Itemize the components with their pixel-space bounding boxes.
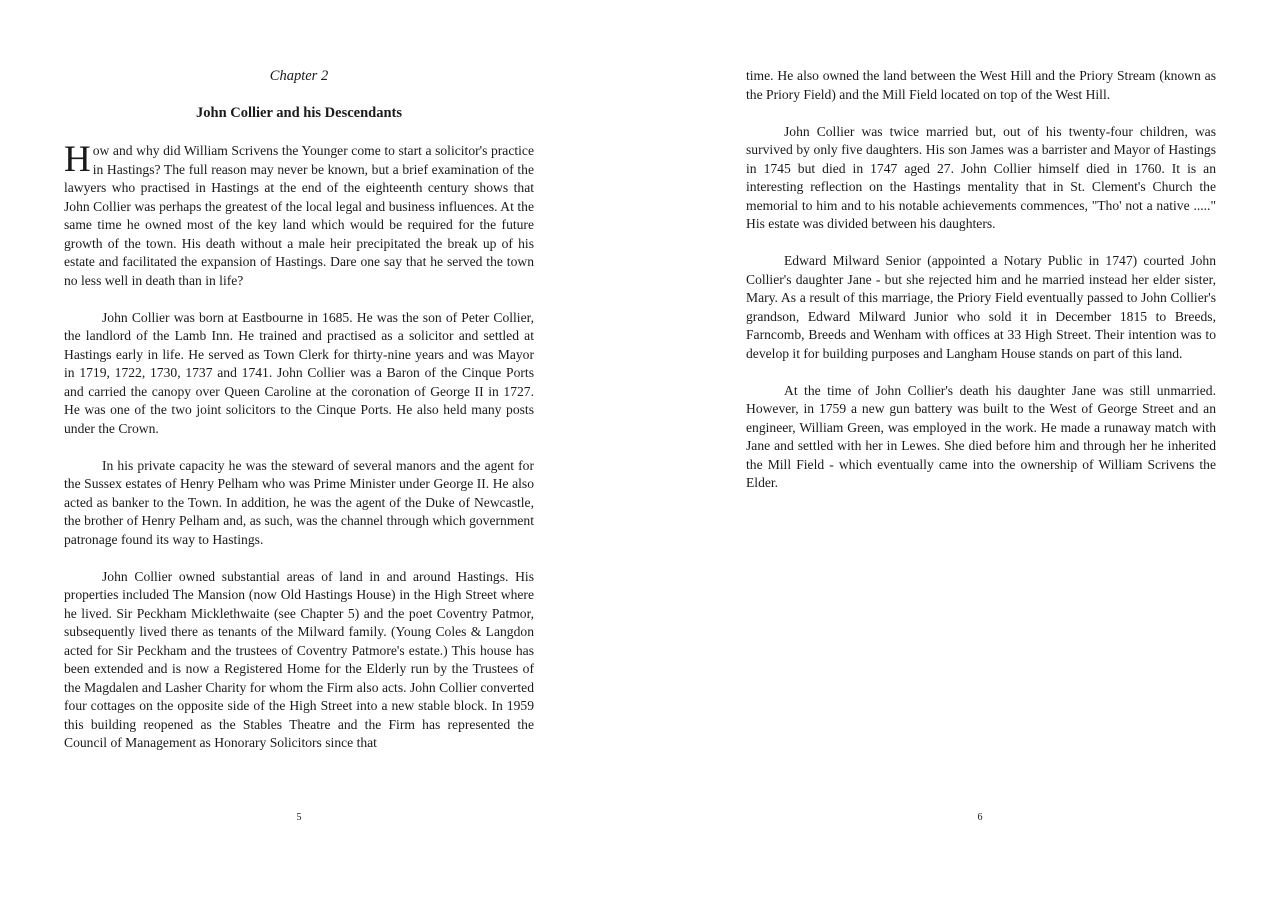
paragraph-text: ow and why did William Scrivens the Younger come to start a solicitor's practice in Hastings? The full reason may never be known, but a brief examination of the lawyers who practised in Hastings at the end of the eighteenth century shows that John Collier was perhaps the greatest of the local legal and business influences. At the same time he owned most of the key land which would be required for the future growth of the town. His death without a male heir precipitated the break up of his estate and facilitated the expansion of Hastings. Dare one say that he served the town no less well in death than in life? xyxy=(64,143,534,288)
page-number: 6 xyxy=(977,812,983,823)
paragraph: John Collier was twice married but, out of his twenty-four children, was survived by only five daughters. His son James was a barrister and Mayor of Hastings in 1745 but died in 1747 aged 27. John Collier himself died in 1760. It is an interesting reflection on the Hastings mentality that in St. Clement's Church the memorial to him and to his notable achievements commences, "Tho' not a native ....." His estate was divided between his daughters. xyxy=(746,123,1216,231)
chapter-label: Chapter 2 xyxy=(269,68,329,84)
drop-cap: H xyxy=(64,139,91,180)
paragraph: time. He also owned the land between the West Hill and the Priory Stream (known as the Priory Field) and the Mill Field located on top of the West Hill. xyxy=(746,68,1216,102)
paragraph: John Collier was born at Eastbourne in 1685. He was the son of Peter Collier, the landlord of the Lamb Inn. He trained and practised as a solicitor and settled at Hastings early in life. He served as Town Clerk for thirty-nine years and was Mayor in 1719, 1722, 1730, 1737 and 1741. John Collier was a Baron of the Cinque Ports and carried the canopy over Queen Caroline at the coronation of George II in 1727. He was one of the two joint solicitors to the Cinque Ports. He also held many posts under the Crown. xyxy=(64,309,534,436)
right-text-column xyxy=(746,67,1216,511)
right-page xyxy=(640,0,1280,906)
left-text-column xyxy=(64,139,534,771)
paragraph: At the time of John Collier's death his daughter Jane was still unmarried. However, in 1759 a new gun battery was built to the West of George Street and an engineer, William Green, was employed in the work. He made a runaway match with Jane and settled with her in Lewes. She died before him and through her he inherited the Mill Field - which eventually came into the ownership of William Scrivens the Elder. xyxy=(746,382,1216,490)
paragraph: John Collier owned substantial areas of land in and around Hastings. His properties included The Mansion (now Old Hastings House) in the High Street where he lived. Sir Peckham Micklethwaite (see Chapter 5) and the poet Coventry Patmor, subsequently lived there as tenants of the Milward family. (Young Coles & Langdon acted for Sir Peckham and the trustees of Coventry Patmore's estate.) This house has been extended and is now a Registered Home for the Elderly run by the Trustees of the Magdalen and Lasher Charity for whom the Firm also acts. John Collier converted four cottages on the opposite side of the High Street into a new stable block. In 1959 this building reopened as the Stables Theatre and the Firm has represented the Council of Management as Honorary Solicitors since that xyxy=(64,568,534,750)
page-number: 5 xyxy=(296,812,302,823)
paragraph xyxy=(64,139,534,290)
paragraph: In his private capacity he was the steward of several manors and the agent for the Sussex estates of Henry Pelham who was Prime Minister under George II. He also acted as banker to the Town. In addition, he was the agent of the Duke of Newcastle, the brother of Henry Pelham and, as such, was the channel through which government patronage found its way to Hastings. xyxy=(64,457,534,547)
paragraph: Edward Milward Senior (appointed a Notary Public in 1747) courted John Collier's daughter Jane - but she rejected him and he married instead her elder sister, Mary. As a result of this marriage, the Priory Field eventually passed to John Collier's grandson, Edward Milward Junior who sold it in December 1815 to Breeds, Farncomb, Breeds and Wenham with offices at 33 High Street. Their intention was to develop it for building purposes and Langham House stands on part of this land. xyxy=(746,253,1216,361)
chapter-title: John Collier and his Descendants xyxy=(196,105,402,121)
